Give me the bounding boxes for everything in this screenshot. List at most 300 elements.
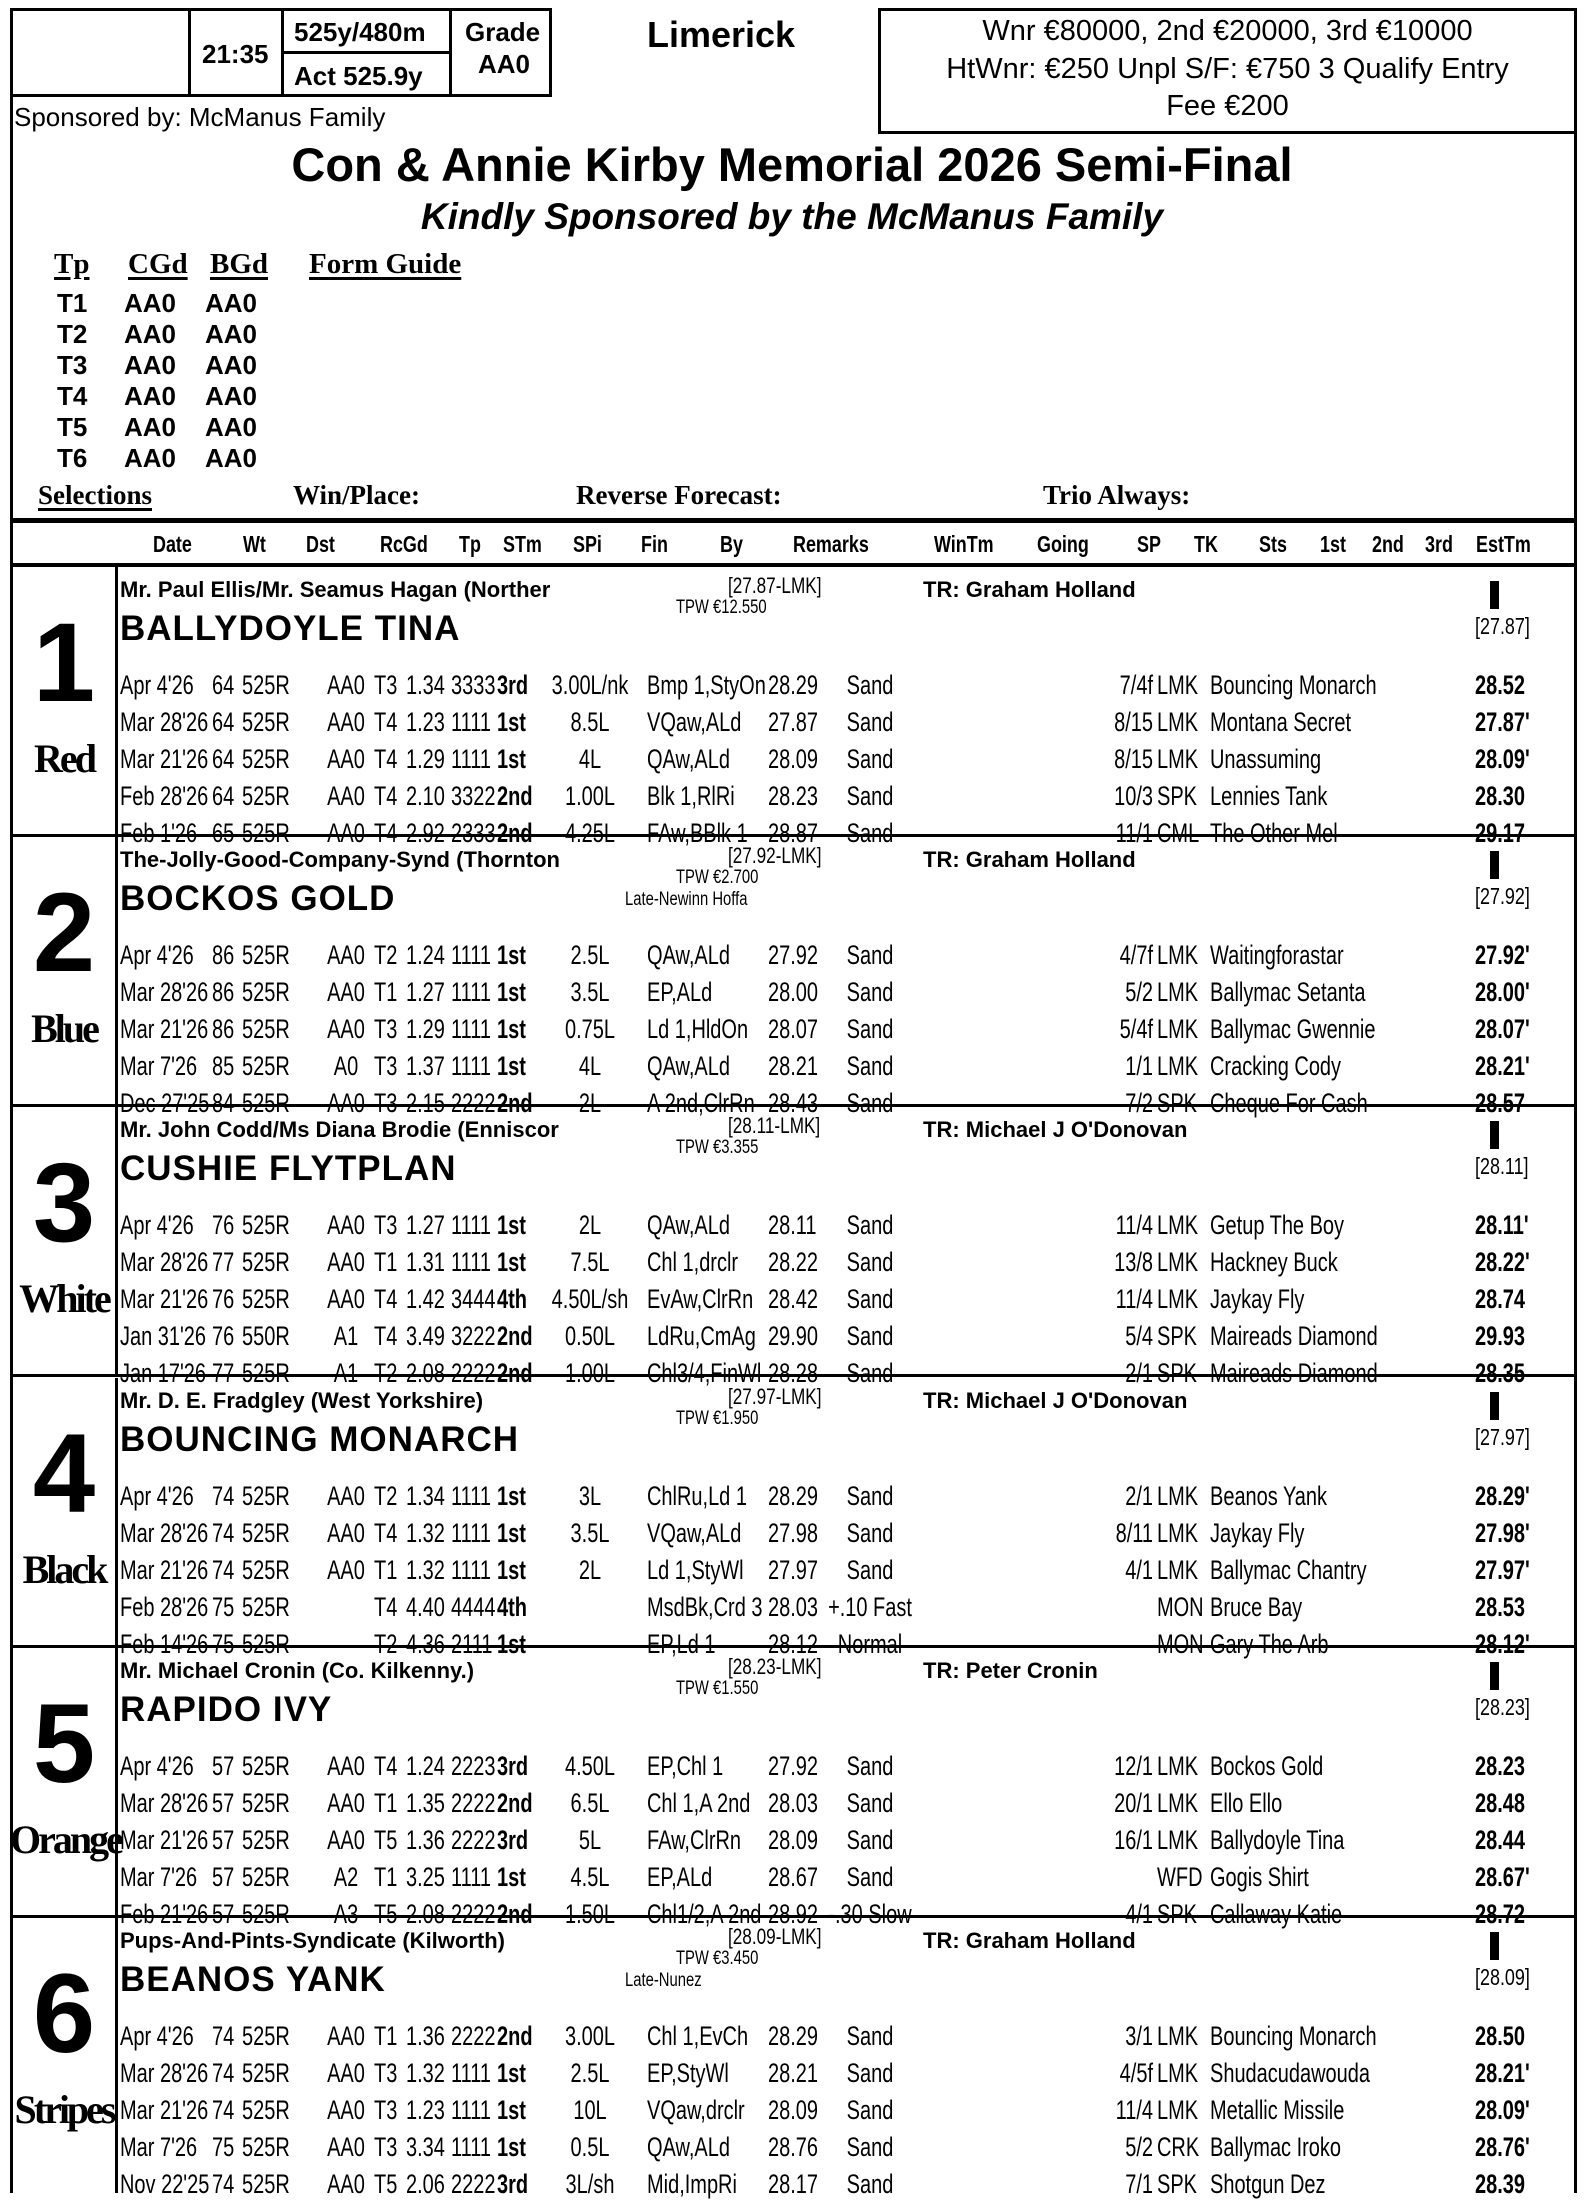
form-nm: Ballymac Setanta (1210, 977, 1366, 1007)
form-sp: 11/4 (1115, 1210, 1153, 1240)
form-stm: 1.31 (406, 1247, 445, 1277)
form-nm: Montana Secret (1210, 707, 1352, 737)
form-fin: 2nd (497, 1788, 533, 1818)
form-wt: 76 (212, 1210, 235, 1240)
form-by: 1.50L (564, 1899, 615, 1929)
form-rem: MsdBk,Crd 3 (647, 1592, 763, 1622)
trap-grade-bgd: AA0 (205, 288, 258, 318)
form-wt: 86 (212, 977, 235, 1007)
form-row (10, 1011, 1567, 1048)
trap-number: 6 (32, 1951, 96, 2076)
form-stm: 1.36 (406, 1825, 445, 1855)
form-sp: 2/1 (1125, 1358, 1153, 1388)
form-by: 7.5L (570, 1247, 610, 1277)
trap-grade-cgd: AA0 (124, 412, 177, 442)
form-nm: Gary The Arb (1210, 1629, 1329, 1659)
form-tk: LMK (1157, 2058, 1199, 2088)
form-wt: 84 (212, 1088, 235, 1118)
form-date: Feb 28'26 (120, 1592, 209, 1622)
form-by: 10L (573, 2095, 607, 2125)
form-date: Dec 27'25 (120, 1088, 210, 1118)
form-dst: 525R (242, 1481, 290, 1511)
form-wt: 74 (212, 1555, 235, 1585)
form-stm: 4.40 (406, 1592, 445, 1622)
form-dst: 525R (242, 1284, 290, 1314)
form-date: Mar 21'26 (120, 1014, 209, 1044)
form-go: Sand (846, 1862, 894, 1892)
form-spi: 1111 (451, 1481, 492, 1511)
runner-block (10, 1648, 1577, 1929)
form-rem: A 2nd,ClrRn (647, 1088, 755, 1118)
form-go: Sand (846, 1751, 894, 1781)
form-by: 0.50L (564, 1321, 615, 1351)
form-stm: 1.32 (406, 2058, 445, 2088)
form-nm: Bockos Gold (1210, 1751, 1324, 1781)
trap-colour: Stripes (14, 2087, 114, 2132)
form-win: 28.09 (768, 2095, 819, 2125)
logo-cell (13, 11, 191, 94)
form-row (10, 1478, 1567, 1515)
form-date: Mar 21'26 (120, 744, 209, 774)
form-gd: AA0 (327, 1014, 365, 1044)
form-wt: 74 (212, 2169, 235, 2199)
form-fin: 1st (497, 2132, 526, 2162)
form-nm: Bruce Bay (1210, 1592, 1303, 1622)
form-spi: 1111 (451, 1862, 492, 1892)
form-dst: 525R (242, 1358, 290, 1388)
runner-block (10, 1918, 1577, 2199)
form-by: 8.5L (570, 707, 610, 737)
race-distance: 525y/480m (294, 17, 426, 47)
dog-name: BOUNCING MONARCH (120, 1420, 520, 1459)
form-wt: 85 (212, 1051, 235, 1081)
form-spi: 2222 (451, 1358, 496, 1388)
form-gd: AA0 (327, 1555, 365, 1585)
form-gd: AA0 (327, 707, 365, 737)
form-stm: 1.29 (406, 1014, 445, 1044)
rating: [28.09-LMK] (728, 1924, 822, 1949)
form-stm: 2.08 (406, 1358, 445, 1388)
form-win: 28.03 (768, 1592, 819, 1622)
form-date: Feb 14'26 (120, 1629, 209, 1659)
runner-block (10, 1107, 1577, 1388)
form-tp: T3 (374, 1088, 398, 1118)
form-rem: EP,ALd (647, 977, 713, 1007)
form-date: Mar 21'26 (120, 1284, 209, 1314)
form-tp: T4 (374, 781, 398, 811)
form-tp: T1 (374, 1862, 398, 1892)
race-title: Con & Annie Kirby Memorial 2026 Semi-Final (291, 138, 1293, 191)
sponsor-line: Sponsored by: McManus Family (14, 102, 386, 132)
form-nm: Hackney Buck (1210, 1247, 1338, 1277)
form-wt: 74 (212, 2021, 235, 2051)
form-est: 28.48 (1475, 1788, 1526, 1818)
runner-block (10, 567, 1577, 848)
form-tk: MON (1157, 1629, 1204, 1659)
column-header: Dst (306, 531, 335, 557)
form-win: 28.29 (768, 2021, 819, 2051)
form-stm: 1.27 (406, 977, 445, 1007)
form-dst: 525R (242, 2169, 290, 2199)
form-tk: SPK (1157, 781, 1197, 811)
form-date: Jan 17'26 (120, 1358, 207, 1388)
form-stm: 1.34 (406, 670, 445, 700)
column-header: SP (1137, 531, 1161, 557)
form-tk: LMK (1157, 1518, 1199, 1548)
form-spi: 1111 (451, 977, 492, 1007)
form-tp: T3 (374, 2058, 398, 2088)
rating: [27.87-LMK] (728, 573, 822, 598)
form-dst: 525R (242, 1899, 290, 1929)
form-tp: T1 (374, 2021, 398, 2051)
form-dst: 525R (242, 1247, 290, 1277)
column-header: Tp (459, 531, 481, 557)
form-wt: 86 (212, 1014, 235, 1044)
form-go: -.30 Slow (828, 1899, 912, 1929)
form-go: Sand (846, 1210, 894, 1240)
form-by: 4.50L (564, 1751, 615, 1781)
form-stm: 2.92 (406, 818, 445, 848)
form-by: 4.50L/sh (551, 1284, 629, 1314)
form-sp: 4/7f (1119, 940, 1153, 970)
form-rem: QAw,ALd (647, 744, 730, 774)
form-stm: 1.24 (406, 1751, 445, 1781)
form-dst: 525R (242, 977, 290, 1007)
form-rem: EP,ALd (647, 1862, 713, 1892)
form-rem: QAw,ALd (647, 1051, 730, 1081)
form-by: 2L (578, 1555, 602, 1585)
form-stm: 3.49 (406, 1321, 445, 1351)
form-go: Sand (846, 744, 894, 774)
form-win: 28.11 (768, 1210, 817, 1240)
form-tk: LMK (1157, 2021, 1199, 2051)
form-win: 27.92 (768, 1751, 819, 1781)
form-date: Mar 28'26 (120, 977, 209, 1007)
form-date: Mar 28'26 (120, 2058, 209, 2088)
prizes-line-2: HtWnr: €250 Unpl S/F: €750 3 Qualify Entry (946, 53, 1509, 85)
form-wt: 75 (212, 2132, 235, 2162)
form-spi: 3222 (451, 1321, 496, 1351)
form-dst: 525R (242, 940, 290, 970)
form-date: Jan 31'26 (120, 1321, 207, 1351)
form-go: Sand (846, 977, 894, 1007)
form-gd: AA0 (327, 1210, 365, 1240)
trap-number: 5 (32, 1681, 96, 1806)
form-dst: 525R (242, 2132, 290, 2162)
form-spi: 1111 (451, 1051, 492, 1081)
form-fin: 1st (497, 1862, 526, 1892)
form-spi: 1111 (451, 940, 492, 970)
form-tp: T4 (374, 1751, 398, 1781)
form-tp: T4 (374, 1321, 398, 1351)
tp-header: Tp (54, 248, 90, 280)
form-gd: AA0 (327, 2169, 365, 2199)
form-tp: T2 (374, 1481, 398, 1511)
trap-number: 4 (32, 1411, 96, 1536)
form-fin: 1st (497, 977, 526, 1007)
bgd-header: BGd (210, 248, 269, 280)
form-go: Sand (846, 818, 894, 848)
form-by: 1.00L (564, 781, 615, 811)
form-tp: T3 (374, 1051, 398, 1081)
form-tk: SPK (1157, 1899, 1197, 1929)
form-win: 28.43 (768, 1088, 819, 1118)
form-by: 3.00L (564, 2021, 615, 2051)
form-win: 28.21 (768, 1051, 819, 1081)
form-wt: 75 (212, 1629, 235, 1659)
form-est: 28.44 (1475, 1825, 1526, 1855)
form-fin: 4th (497, 1592, 527, 1622)
form-wt: 64 (212, 707, 235, 737)
form-dst: 525R (242, 1788, 290, 1818)
column-header: Remarks (793, 531, 869, 557)
owner: The-Jolly-Good-Company-Synd (Thornton (120, 847, 560, 872)
form-dst: 525R (242, 1555, 290, 1585)
form-win: 28.12 (768, 1629, 819, 1659)
form-win: 28.76 (768, 2132, 819, 2162)
form-tp: T1 (374, 977, 398, 1007)
tpw: TPW €1.550 (676, 1678, 759, 1699)
form-tp: T2 (374, 1629, 398, 1659)
trainer: TR: Graham Holland (923, 577, 1136, 602)
best-time: [27.87] (1475, 613, 1530, 639)
form-go: Sand (846, 670, 894, 700)
form-dst: 525R (242, 2058, 290, 2088)
trap-grade-tp: T1 (57, 288, 88, 318)
form-date: Apr 4'26 (120, 2021, 194, 2051)
form-by: 6.5L (570, 1788, 610, 1818)
form-fin: 2nd (497, 2021, 533, 2051)
best-time: [28.23] (1475, 1694, 1530, 1720)
best-time-marker-icon (1490, 851, 1499, 879)
form-sp: 13/8 (1114, 1247, 1153, 1277)
form-wt: 64 (212, 744, 235, 774)
form-rem: Blk 1,RlRi (647, 781, 735, 811)
form-rem: FAw,ClrRn (647, 1825, 742, 1855)
form-fin: 1st (497, 2058, 526, 2088)
form-est: 28.29' (1475, 1481, 1530, 1511)
form-win: 27.92 (768, 940, 819, 970)
form-est: 28.76' (1475, 2132, 1530, 2162)
form-fin: 1st (497, 707, 526, 737)
form-spi: 1111 (451, 2058, 492, 2088)
form-sp: 8/11 (1115, 1518, 1153, 1548)
owner: Mr. Paul Ellis/Mr. Seamus Hagan (Norther (120, 577, 551, 602)
rating: [27.97-LMK] (728, 1384, 822, 1409)
owner: Mr. John Codd/Ms Diana Brodie (Enniscor (120, 1117, 559, 1142)
form-date: Mar 28'26 (120, 707, 209, 737)
form-go: Sand (846, 1788, 894, 1818)
form-spi: 1111 (451, 1247, 492, 1277)
trap-grade-bgd: AA0 (205, 319, 258, 349)
form-sp: 4/5f (1119, 2058, 1153, 2088)
form-tk: CRK (1157, 2132, 1200, 2162)
rating: [27.92-LMK] (728, 843, 822, 868)
race-info-box (10, 8, 552, 97)
trap-grade-tp: T3 (57, 350, 88, 380)
form-column-headers (0, 531, 1584, 561)
form-nm: Callaway Katie (1210, 1899, 1343, 1929)
form-tk: LMK (1157, 707, 1199, 737)
form-tk: MON (1157, 1592, 1204, 1622)
form-row (10, 1859, 1567, 1896)
form-stm: 2.10 (406, 781, 445, 811)
column-header: By (720, 531, 743, 557)
form-est: 27.92' (1475, 940, 1530, 970)
form-rem: EP,StyWl (647, 2058, 729, 2088)
form-est: 28.09' (1475, 2095, 1530, 2125)
form-tp: T4 (374, 707, 398, 737)
form-row (10, 1552, 1567, 1589)
tpw: TPW €3.355 (676, 1137, 759, 1158)
trap-number: 2 (32, 870, 96, 995)
form-dst: 525R (242, 1825, 290, 1855)
form-row (10, 2166, 1567, 2203)
form-dst: 525R (242, 818, 290, 848)
form-dst: 550R (242, 1321, 290, 1351)
form-wt: 76 (212, 1321, 235, 1351)
form-sp: 12/1 (1114, 1751, 1153, 1781)
form-tk: LMK (1157, 1051, 1199, 1081)
trainer: TR: Michael J O'Donovan (923, 1117, 1188, 1142)
form-spi: 1111 (451, 707, 492, 737)
form-est: 28.72 (1475, 1899, 1526, 1929)
form-win: 28.28 (768, 1358, 819, 1388)
form-row (10, 937, 1567, 974)
form-wt: 77 (212, 1358, 235, 1388)
form-sp: 20/1 (1114, 1788, 1153, 1818)
form-win: 28.29 (768, 670, 819, 700)
best-time-marker-icon (1490, 581, 1499, 609)
form-est: 28.52 (1475, 670, 1526, 700)
form-win: 28.07 (768, 1014, 819, 1044)
form-gd: AA0 (327, 670, 365, 700)
race-time: 21:35 (202, 39, 269, 69)
form-by: 3L (578, 1481, 602, 1511)
form-stm: 1.32 (406, 1518, 445, 1548)
form-row (10, 2055, 1567, 2092)
trap-grade-bgd: AA0 (205, 412, 258, 442)
form-rem: Chl1/2,A 2nd (647, 1899, 762, 1929)
form-sp: 10/3 (1114, 781, 1153, 811)
form-est: 28.00' (1475, 977, 1530, 1007)
form-row (10, 2129, 1567, 2166)
form-gd: A3 (333, 1899, 359, 1929)
form-fin: 4th (497, 1284, 527, 1314)
trainer: TR: Graham Holland (923, 847, 1136, 872)
form-dst: 525R (242, 707, 290, 737)
trap-number: 1 (32, 600, 96, 725)
race-subtitle: Kindly Sponsored by the McManus Family (420, 196, 1164, 237)
form-est: 28.35 (1475, 1358, 1526, 1388)
form-go: Sand (846, 1481, 894, 1511)
runner-block (10, 1378, 1577, 1659)
form-tp: T2 (374, 1358, 398, 1388)
trio-always-label: Trio Always: (1043, 480, 1191, 510)
form-tk: CML (1157, 818, 1200, 848)
form-sp: 11/4 (1115, 1284, 1153, 1314)
column-header: 2nd (1372, 531, 1404, 557)
trap-grade-cgd: AA0 (124, 381, 177, 411)
form-row (10, 778, 1567, 815)
win-place-label: Win/Place: (293, 480, 420, 510)
form-sp: 5/4f (1119, 1014, 1153, 1044)
form-stm: 2.06 (406, 2169, 445, 2199)
form-gd: A0 (333, 1051, 359, 1081)
form-by: 1.00L (564, 1358, 615, 1388)
column-header: STm (503, 531, 542, 557)
form-tp: T1 (374, 1247, 398, 1277)
form-row (10, 974, 1567, 1011)
column-header: Sts (1259, 531, 1287, 557)
form-nm: Ballymac Chantry (1210, 1555, 1367, 1585)
form-wt: 77 (212, 1247, 235, 1277)
form-date: Apr 4'26 (120, 1481, 194, 1511)
form-date: Mar 28'26 (120, 1518, 209, 1548)
form-spi: 2333 (451, 818, 496, 848)
form-spi: 1111 (451, 1555, 492, 1585)
form-tp: T4 (374, 1518, 398, 1548)
form-tk: LMK (1157, 1284, 1199, 1314)
form-date: Mar 7'26 (120, 1051, 198, 1081)
trap-grade-tp: T6 (57, 443, 88, 473)
form-row (10, 1589, 1567, 1626)
form-fin: 1st (497, 1014, 526, 1044)
form-gd: AA0 (327, 2058, 365, 2088)
form-rem: QAw,ALd (647, 1210, 730, 1240)
form-tp: T2 (374, 940, 398, 970)
form-date: Mar 28'26 (120, 1247, 209, 1277)
form-wt: 57 (212, 1899, 235, 1929)
form-tk: LMK (1157, 1481, 1199, 1511)
form-tp: T1 (374, 1788, 398, 1818)
form-gd: AA0 (327, 2132, 365, 2162)
form-fin: 3rd (497, 2169, 529, 2199)
trap-grade-bgd: AA0 (205, 381, 258, 411)
best-time: [28.09] (1475, 1964, 1530, 1990)
form-guide-header: Form Guide (309, 248, 462, 280)
form-nm: Ballymac Iroko (1210, 2132, 1342, 2162)
form-tk: LMK (1157, 977, 1199, 1007)
prizes-line-3: Fee €200 (1166, 90, 1289, 122)
best-time-marker-icon (1490, 1662, 1499, 1690)
form-gd: AA0 (327, 1247, 365, 1277)
form-spi: 1111 (451, 2132, 492, 2162)
form-sp: 8/15 (1114, 707, 1153, 737)
form-est: 27.87' (1475, 707, 1530, 737)
form-spi: 2222 (451, 1088, 496, 1118)
form-nm: Shotgun Dez (1210, 2169, 1326, 2199)
form-go: Sand (846, 1358, 894, 1388)
form-win: 28.87 (768, 818, 819, 848)
trap-colour: Red (34, 736, 94, 781)
form-fin: 1st (497, 1210, 526, 1240)
form-tk: LMK (1157, 1555, 1199, 1585)
form-date: Apr 4'26 (120, 1751, 194, 1781)
form-rem: EP,Ld 1 (647, 1629, 716, 1659)
form-go: Sand (846, 2169, 894, 2199)
form-tk: LMK (1157, 1788, 1199, 1818)
prize-box (878, 8, 1577, 134)
form-stm: 2.15 (406, 1088, 445, 1118)
form-spi: 1111 (451, 744, 492, 774)
form-spi: 1111 (451, 2095, 492, 2125)
form-rem: Chl 1,EvCh (647, 2021, 749, 2051)
form-est: 28.22' (1475, 1247, 1530, 1277)
form-row (10, 1748, 1567, 1785)
form-est: 28.23 (1475, 1751, 1526, 1781)
form-go: Sand (846, 1321, 894, 1351)
